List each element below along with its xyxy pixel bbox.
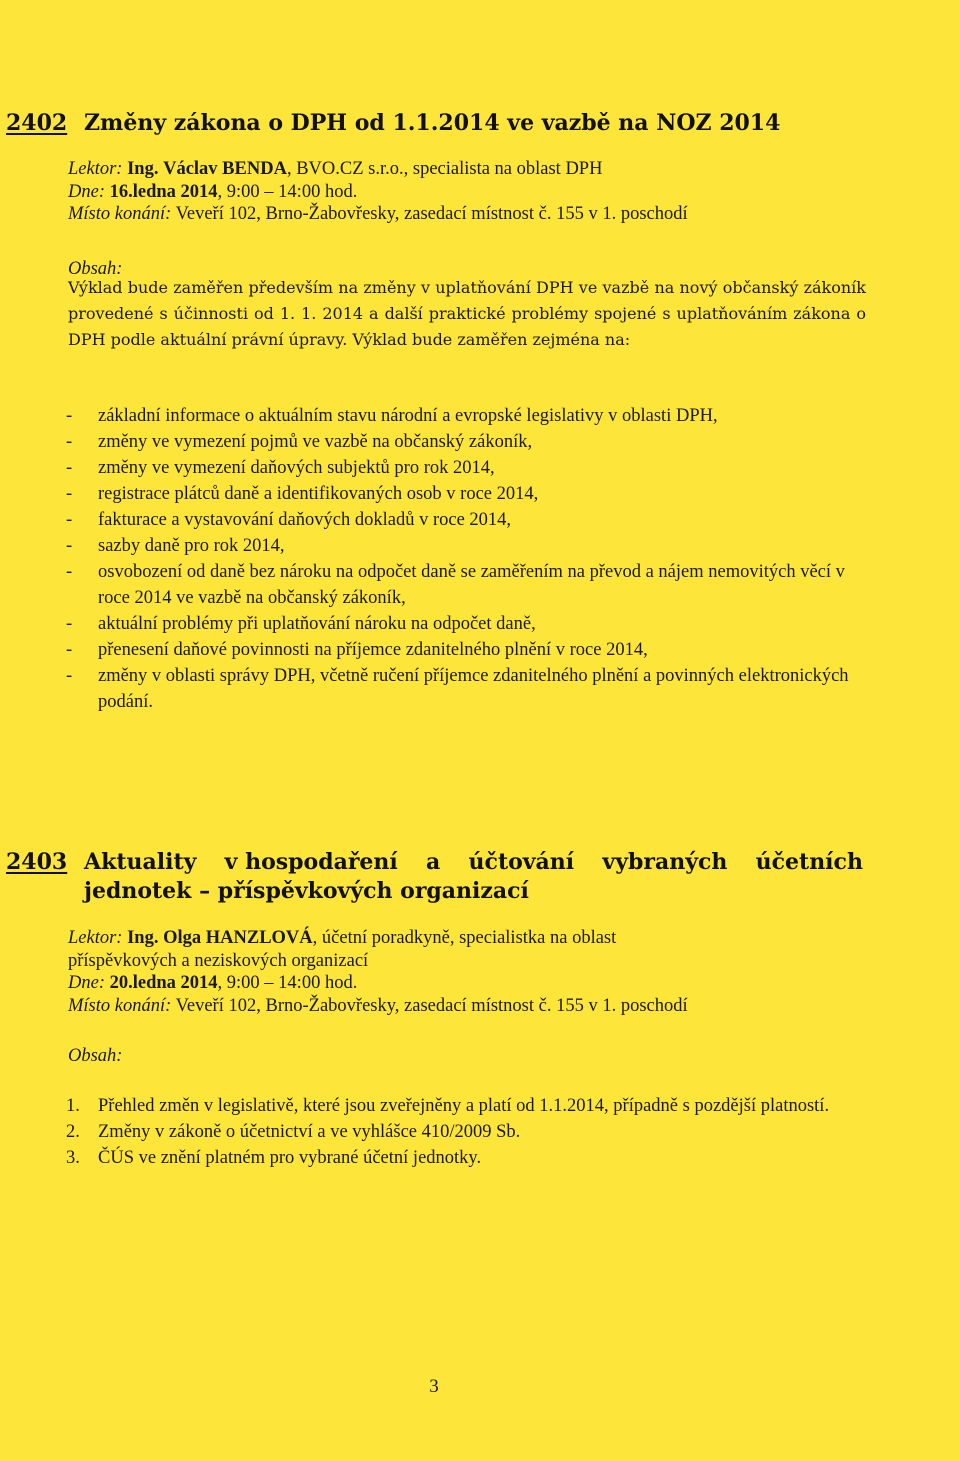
lektor-rest: , BVO.CZ s.r.o., specialista na oblast DPH: [286, 159, 603, 179]
list-item-text: sazby daně pro rok 2014,: [98, 536, 285, 556]
list-marker: 3.: [66, 1148, 80, 1168]
list-item-text: aktuální problémy při uplatňování nároku na odpočet daně,: [98, 614, 536, 634]
time-value: , 9:00 – 14:00 hod.: [217, 973, 358, 993]
section-title-2-line2: jednotek – příspěvkových organizací: [84, 878, 529, 904]
list-item-text: osvobození od daně bez nároku na odpočet daně se zaměřením na převod a nájem nemovitých věcí v roce 2014 ve vazbě na občanský zákoník,: [98, 562, 845, 608]
list-item: [66, 559, 866, 611]
list-item: [66, 481, 866, 507]
content-label-text: Obsah:: [68, 1046, 123, 1066]
list-item: [66, 611, 866, 637]
list-item-text: změny ve vymezení daňových subjektů pro rok 2014,: [98, 458, 495, 478]
list-item: [66, 533, 866, 559]
list-item-text: změny ve vymezení pojmů ve vazbě na občanský zákoník,: [98, 432, 533, 452]
section-title: Změny zákona o DPH od 1.1.2014 ve vazbě na NOZ 2014: [84, 110, 781, 136]
list-item: [66, 637, 866, 663]
title-word: účetních: [755, 849, 863, 875]
title-word: vybraných: [602, 849, 728, 875]
section-meta-2: [68, 927, 888, 1017]
venue-line: [68, 203, 888, 226]
content-label-text: Obsah:: [68, 259, 123, 279]
section-number: 2402: [6, 110, 68, 136]
topic-list: [66, 403, 866, 715]
list-item: [66, 455, 866, 481]
section-title-2-line1: [84, 848, 863, 877]
venue-line: [68, 995, 888, 1018]
date-label: Dne:: [68, 181, 105, 202]
venue-value: Veveří 102, Brno-Žabovřesky, zasedací místnost č. 155 v 1. poschodí: [175, 995, 688, 1016]
date-label: Dne:: [68, 973, 105, 993]
date-value: 16.ledna 2014: [109, 181, 218, 202]
content-label-2: [68, 1045, 888, 1068]
page-number: 3: [429, 1376, 439, 1397]
time-value: , 9:00 – 14:00 hod.: [217, 181, 358, 202]
list-item-text: změny v oblasti správy DPH, včetně ručení příjemce zdanitelného plnění a povinných elektronických podání.: [98, 666, 849, 712]
list-marker: -: [66, 614, 73, 634]
list-marker: -: [66, 640, 73, 660]
title-word: v hospodaření: [224, 849, 398, 875]
list-item: [66, 507, 866, 533]
section-number-2: 2403: [6, 849, 68, 875]
list-marker: -: [66, 458, 73, 478]
list-item-text: registrace plátců daně a identifikovaných osob v roce 2014,: [98, 484, 539, 504]
list-item-text: ČÚS ve znění platném pro vybrané účetní jednotky.: [98, 1148, 482, 1168]
date-value: 20.ledna 2014: [109, 973, 218, 993]
lektor-label: Lektor:: [68, 159, 123, 179]
title-word: Aktuality: [84, 849, 197, 875]
lektor-line: [68, 927, 888, 950]
list-marker: -: [66, 484, 73, 504]
date-line: [68, 972, 888, 995]
list-item-text: přenesení daňové povinnosti na příjemce zdanitelného plnění v roce 2014,: [98, 640, 648, 660]
list-marker: -: [66, 432, 73, 452]
list-marker: -: [66, 536, 73, 556]
section-heading: [6, 109, 781, 138]
lektor-title: Ing.: [127, 159, 159, 179]
list-item: [66, 1093, 866, 1119]
venue-label: Místo konání:: [68, 204, 172, 224]
section-heading-2: [6, 848, 874, 904]
list-marker: -: [66, 562, 73, 582]
list-marker: 1.: [66, 1096, 80, 1116]
list-marker: -: [66, 510, 73, 530]
lektor-rest: , účetní poradkyně, specialistka na oblast: [312, 928, 617, 948]
section-description: Výklad bude zaměřen především na změny v uplatňování DPH ve vazbě na nový občanský zákoník provedené s účinnosti od 1. 1. 2014 a další praktické problémy spojené s uplatňováním zákona o DPH podle aktuální právní úpravy. Výklad bude zaměřen zejména na:: [68, 278, 866, 349]
venue-value: Veveří 102, Brno-Žabovřesky, zasedací místnost č. 155 v 1. poschodí: [175, 204, 688, 224]
date-line: [68, 181, 888, 204]
list-marker: -: [66, 666, 73, 686]
list-item: [66, 1145, 866, 1171]
lektor-line: [68, 158, 888, 181]
venue-label: Místo konání:: [68, 995, 172, 1016]
list-item: [66, 429, 866, 455]
lektor-label: Lektor:: [68, 928, 123, 948]
list-marker: 2.: [66, 1122, 80, 1142]
list-item-text: Přehled změn v legislativě, které jsou zveřejněny a platí od 1.1.2014, případně s pozdější platností.: [98, 1096, 830, 1116]
list-marker: -: [66, 406, 73, 426]
lektor-title: Ing.: [127, 928, 159, 948]
list-item: [66, 663, 866, 715]
title-word: účtování: [468, 849, 575, 875]
list-item: [66, 403, 866, 429]
lektor-name: Olga HANZLOVÁ: [163, 928, 313, 948]
list-item-text: fakturace a vystavování daňových dokladů v roce 2014,: [98, 510, 512, 530]
lektor-name: Václav BENDA: [163, 159, 287, 179]
content-list: [66, 1093, 866, 1171]
list-item-text: základní informace o aktuálním stavu národní a evropské legislativy v oblasti DPH,: [98, 406, 718, 426]
list-item-text: Změny v zákoně o účetnictví a ve vyhlášce 410/2009 Sb.: [98, 1122, 521, 1142]
section-meta: [68, 158, 888, 226]
title-word: a: [426, 849, 441, 875]
lektor-line-2: příspěvkových a neziskových organizací: [68, 950, 369, 971]
list-item: [66, 1119, 866, 1145]
